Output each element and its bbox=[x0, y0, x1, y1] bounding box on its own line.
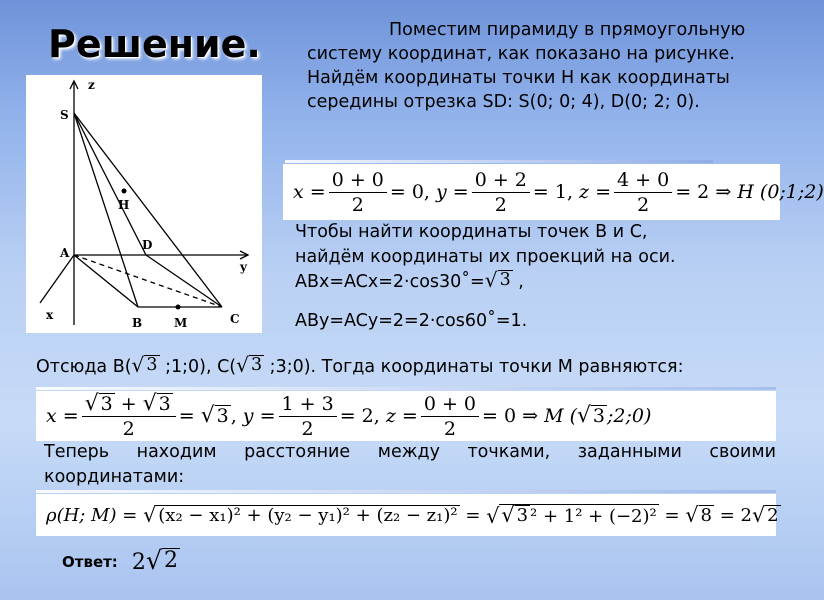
edge-AB bbox=[74, 255, 138, 307]
f2-x-eq: = bbox=[178, 405, 195, 427]
b-sqrt: √ 3 bbox=[131, 353, 158, 378]
f2-y-frac bbox=[279, 394, 337, 439]
f2-z-rhs: = 0 bbox=[482, 405, 517, 427]
label-A: A bbox=[60, 246, 70, 260]
f1-y-rhs: = 1, bbox=[532, 181, 573, 203]
f2-result-suffix: ;2;0) bbox=[607, 405, 652, 427]
divider-bottom bbox=[36, 490, 776, 493]
f2-x-num-sqrt-a: √ 3 bbox=[84, 390, 113, 416]
projection-text bbox=[295, 220, 775, 334]
sqrt-3-inline: √ 3 bbox=[484, 268, 511, 293]
f2-x-lhs: x = bbox=[46, 405, 79, 427]
f1-z-den: 2 bbox=[637, 193, 650, 216]
label-x: x bbox=[46, 308, 54, 322]
f3-plus-1: + bbox=[240, 504, 268, 526]
f1-x-lhs: x = bbox=[293, 181, 326, 203]
f1-z-frac bbox=[614, 170, 672, 215]
edge-SC bbox=[74, 113, 222, 307]
divider-mid bbox=[36, 387, 776, 390]
f3-plus-2: + bbox=[349, 504, 377, 526]
f2-x-frac bbox=[82, 390, 176, 441]
f2-y-num: 1 + 3 bbox=[279, 394, 337, 417]
f3-term-y: (y₂ − y₁)² bbox=[267, 504, 350, 526]
f2-x-num-sqrt-b: √ 3 bbox=[142, 390, 171, 416]
edge-DC bbox=[146, 255, 222, 307]
label-S: S bbox=[60, 108, 69, 122]
point-H bbox=[122, 189, 127, 194]
points-b-rest: ;1;0), C( bbox=[159, 357, 237, 378]
f3-numbers-rest: ² + 1² + (−2)² bbox=[530, 505, 657, 527]
f2-result-prefix: M ( bbox=[544, 405, 577, 427]
f2-x-rhs-value: 3 bbox=[216, 405, 229, 428]
f2-x-comma: , bbox=[230, 405, 237, 427]
f3-eq-2: = bbox=[664, 504, 680, 526]
answer-coef: 2 bbox=[131, 550, 146, 575]
f1-x-num: 0 + 0 bbox=[329, 170, 387, 193]
label-y: y bbox=[240, 260, 247, 274]
formula-midpoint-M bbox=[36, 391, 776, 441]
x-axis bbox=[40, 255, 74, 303]
f2-result-sqrt-value: 3 bbox=[592, 405, 606, 428]
c-sqrt: √ 3 bbox=[236, 353, 263, 378]
label-C: C bbox=[230, 312, 240, 326]
answer-sqrt: √ 2 bbox=[145, 546, 178, 575]
f3-inner-sqrt: √ 3 bbox=[501, 502, 529, 527]
f3-final-sqrt: √ 2 bbox=[751, 502, 779, 527]
f1-z-rhs: = 2 bbox=[675, 181, 710, 203]
answer-label: Ответ: bbox=[62, 552, 118, 571]
f1-z-lhs: z = bbox=[579, 181, 612, 203]
f3-term-z: (z₂ − z₁)² bbox=[376, 504, 458, 526]
f2-x-num-plus: + bbox=[114, 392, 143, 415]
answer-value bbox=[132, 548, 180, 575]
f2-x-num-b: 3 bbox=[158, 392, 171, 415]
divider-top bbox=[285, 160, 713, 163]
distance-text bbox=[44, 440, 776, 490]
projection-line-2: найдём координаты их проекций на оси. bbox=[295, 247, 676, 267]
f1-x-den: 2 bbox=[351, 193, 364, 216]
sqrt-3-value: 3 bbox=[499, 270, 511, 290]
f2-y-rhs: = 2, bbox=[339, 405, 380, 427]
f1-y-den: 2 bbox=[494, 193, 507, 216]
f1-z-num: 4 + 0 bbox=[614, 170, 672, 193]
f2-x-rhs-sqrt: √ 3 bbox=[200, 403, 229, 429]
f1-x-rhs: = 0, bbox=[389, 181, 430, 203]
f2-y-lhs: y = bbox=[242, 405, 276, 427]
answer-sqrt-value: 2 bbox=[163, 548, 178, 574]
f2-y-den: 2 bbox=[301, 417, 314, 440]
f3-term-x: (x₂ − x₁)² bbox=[158, 504, 241, 526]
f2-z-frac bbox=[421, 394, 479, 439]
f3-radicand-numbers bbox=[499, 504, 658, 527]
f3-inner-sqrt-value: 3 bbox=[516, 504, 529, 526]
label-z: z bbox=[88, 78, 95, 92]
f3-eq-1: = bbox=[465, 504, 481, 526]
f1-y-frac bbox=[472, 170, 530, 215]
f3-big-sqrt: √ (x₂ − x₁)² + (y₂ − y₁)² + (z₂ − z₁)² bbox=[143, 502, 458, 527]
point-M bbox=[176, 305, 181, 310]
f3-sqrt-8: √ 8 bbox=[685, 502, 712, 527]
points-prefix: Отсюда B( bbox=[36, 357, 132, 378]
label-H: H bbox=[118, 198, 130, 212]
intro-paragraph: Поместим пирамиду в прямоугольную систему координат, как показано на рисунке. Найдём координаты точки H как координаты середины отрезка SD: S(0; 0; 4), D(0; 2; 0). bbox=[307, 20, 746, 112]
formula-midpoint-H bbox=[283, 164, 824, 220]
projection-line-1: Чтобы найти координаты точек B и C, bbox=[295, 222, 648, 242]
projection-line-4: ABy=ACy=2=2·cos60˚=1. bbox=[295, 311, 528, 332]
edge-AC bbox=[74, 255, 222, 307]
label-B: B bbox=[132, 316, 143, 330]
f2-z-num: 0 + 0 bbox=[421, 394, 479, 417]
f3-sqrt-numbers: √ √ 3 ² + 1² + (−2)² bbox=[486, 502, 657, 528]
f3-lhs: ρ(H; M) = bbox=[46, 504, 138, 526]
projection-line-3-prefix: ABx=ACx=2·cos30˚= bbox=[295, 272, 485, 293]
f1-x-frac bbox=[329, 170, 387, 215]
label-D: D bbox=[142, 238, 153, 252]
implies-arrow: ⇒ bbox=[715, 181, 732, 203]
intro-text bbox=[307, 18, 777, 114]
answer bbox=[62, 548, 180, 575]
f2-x-num-a: 3 bbox=[100, 392, 113, 415]
pyramid-figure bbox=[26, 75, 262, 333]
f1-y-lhs: y = bbox=[436, 181, 469, 203]
pyramid-diagram bbox=[26, 75, 262, 333]
edge-SD bbox=[74, 113, 146, 255]
projection-line-3 bbox=[295, 270, 775, 295]
distance-paragraph: Теперь находим расстояние между точками, заданными своими координатами: bbox=[44, 442, 776, 487]
f2-result-sqrt: √ 3 bbox=[577, 403, 606, 429]
points-c-rest: ;3;0). Тогда координаты точки M равняются: bbox=[264, 357, 684, 378]
f2-z-lhs: z = bbox=[385, 405, 418, 427]
points-text bbox=[36, 355, 786, 380]
f1-result: H (0;1;2) bbox=[737, 181, 824, 203]
f3-final-sqrt-value: 2 bbox=[767, 504, 779, 526]
f3-eq-3: = 2 bbox=[719, 504, 752, 526]
f3-sqrt-8-value: 8 bbox=[700, 504, 712, 526]
f2-z-den: 2 bbox=[443, 417, 456, 440]
formula-distance bbox=[36, 494, 779, 536]
label-M: M bbox=[174, 316, 188, 330]
f2-x-den: 2 bbox=[122, 418, 135, 441]
b-sqrt-value: 3 bbox=[146, 355, 158, 375]
f2-x-num bbox=[82, 390, 176, 418]
f3-radicand bbox=[156, 505, 459, 526]
c-sqrt-value: 3 bbox=[250, 355, 263, 375]
slide-title: Решение. bbox=[48, 22, 261, 66]
f1-y-num: 0 + 2 bbox=[472, 170, 530, 193]
projection-line-3-suffix: , bbox=[512, 272, 524, 293]
implies-arrow: ⇒ bbox=[522, 405, 539, 427]
